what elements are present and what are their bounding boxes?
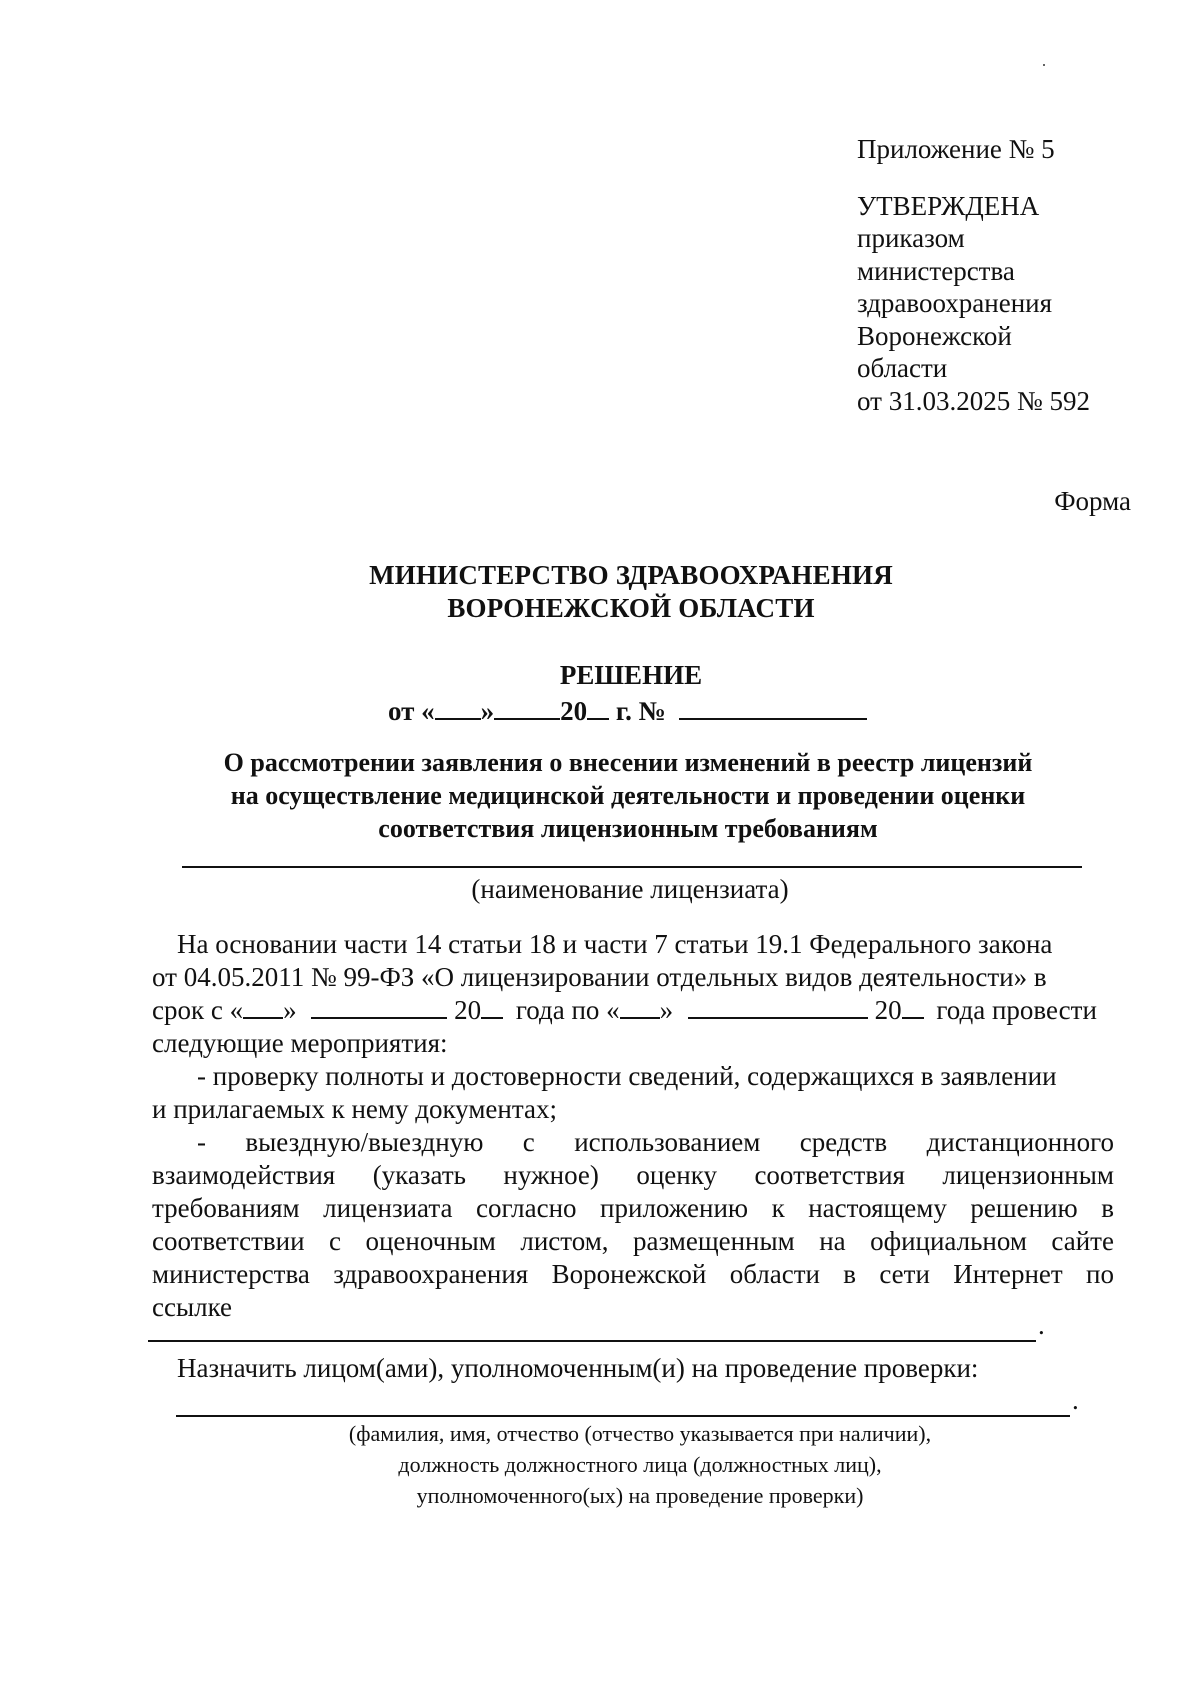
scan-speck: [1043, 64, 1045, 66]
approval-line: Воронежской: [857, 320, 1012, 351]
word: настоящему: [808, 1193, 947, 1223]
to-year-prefix: 20: [874, 995, 902, 1025]
word: сайте: [1051, 1226, 1114, 1256]
period-suffix: года провести: [936, 995, 1097, 1025]
list-item-line: [152, 1126, 1114, 1159]
authorized-person-blank[interactable]: [176, 1415, 1070, 1417]
word: в: [843, 1259, 857, 1289]
to-day-blank[interactable]: [620, 995, 660, 1019]
decision-date-line: [388, 696, 867, 727]
word: к: [771, 1193, 785, 1223]
list-item-line: - проверку полноты и достоверности сведений, содержащихся в заявлении: [197, 1061, 1057, 1091]
word: использованием: [574, 1127, 761, 1157]
word: выездную/выездную: [245, 1127, 484, 1157]
year-prefix: 20: [560, 696, 588, 726]
from-day-blank[interactable]: [243, 995, 283, 1019]
subject-line: на осуществление медицинской деятельности и проведении оценки: [230, 781, 1026, 810]
period-from-mid: »: [283, 995, 297, 1025]
word: -: [197, 1127, 206, 1157]
word: министерства: [152, 1259, 310, 1289]
body-line: следующие мероприятия:: [152, 1028, 448, 1058]
from-month-blank[interactable]: [311, 995, 447, 1019]
approval-line: министерства: [857, 255, 1015, 286]
date-prefix: от «: [388, 696, 435, 726]
word: по: [1086, 1259, 1114, 1289]
word: оценочным: [365, 1226, 496, 1256]
period-from-prefix: срок с «: [152, 995, 244, 1025]
body-line: На основании части 14 статьи 18 и части 7 статьи 19.1 Федерального закона: [177, 929, 1053, 959]
to-month-blank[interactable]: [688, 995, 868, 1019]
decision-title: РЕШЕНИЕ: [559, 660, 703, 690]
assign-period: .: [1072, 1385, 1079, 1415]
subject-line: О рассмотрении заявления о внесении изменений в реестр лицензий: [223, 748, 1033, 777]
year-suffix: г. №: [609, 696, 666, 726]
word: (указать: [372, 1160, 466, 1190]
assign-text: Назначить лицом(ами), уполномоченным(и) на проведение проверки:: [177, 1353, 979, 1383]
subject-line: соответствия лицензионным требованиям: [378, 814, 878, 843]
period-to-mid: »: [659, 995, 674, 1025]
word: соответствия: [754, 1160, 905, 1190]
list-item-line: [152, 1225, 1114, 1258]
word: взаимодействия: [152, 1160, 336, 1190]
word: в: [1101, 1193, 1114, 1223]
word: средств: [799, 1127, 888, 1157]
list-item-line: [152, 1258, 1114, 1291]
from-year-prefix: 20: [454, 995, 482, 1025]
word: сети: [879, 1259, 930, 1289]
day-blank[interactable]: [435, 696, 481, 720]
word: оценку: [636, 1160, 717, 1190]
word: официальном: [870, 1226, 1027, 1256]
word: требованиям: [152, 1193, 300, 1223]
list-item-line: и прилагаемых к нему документах;: [152, 1094, 557, 1124]
licensee-name-blank[interactable]: [182, 866, 1082, 868]
word: приложению: [600, 1193, 749, 1223]
body-line: от 04.05.2011 № 99-ФЗ «О лицензировании отдельных видов деятельности» в: [152, 962, 1047, 992]
approval-line: области: [857, 353, 948, 383]
word: листом,: [520, 1226, 609, 1256]
approval-block: [857, 133, 1090, 417]
ministry-header: [0, 559, 1200, 625]
appendix-label: Приложение № 5: [857, 134, 1055, 164]
word: нужное): [503, 1160, 599, 1190]
word: здравоохранения: [333, 1259, 529, 1289]
word: размещенным: [632, 1226, 795, 1256]
word: с: [522, 1127, 535, 1157]
list-item-line: [152, 1159, 1114, 1192]
person-note-line: уполномоченного(ых) на проведение проверки): [416, 1483, 864, 1508]
person-note: [200, 1418, 1080, 1511]
period-line: [152, 994, 1114, 1027]
licensee-note: (наименование лицензиата): [471, 874, 789, 904]
to-year-blank[interactable]: [902, 995, 924, 1019]
list-item-line: ссылке: [152, 1292, 233, 1322]
list-item-line: [152, 1192, 1114, 1225]
word: решению: [970, 1193, 1078, 1223]
word: на: [819, 1226, 846, 1256]
approved-label: УТВЕРЖДЕНА: [857, 190, 1040, 221]
link-period: .: [1038, 1310, 1045, 1340]
ministry-line: ВОРОНЕЖСКОЙ ОБЛАСТИ: [447, 593, 815, 623]
from-year-blank[interactable]: [481, 995, 503, 1019]
month-blank[interactable]: [494, 696, 560, 720]
year-blank[interactable]: [587, 696, 609, 720]
word: Воронежской: [551, 1259, 707, 1289]
period-to-prefix: года по «: [515, 995, 620, 1025]
person-note-line: должность должностного лица (должностных лиц),: [398, 1452, 882, 1477]
form-label: Форма: [1054, 486, 1131, 516]
approval-line: здравоохранения: [857, 288, 1053, 318]
word: лицензиата: [323, 1193, 453, 1223]
ministry-line: МИНИСТЕРСТВО ЗДРАВООХРАНЕНИЯ: [369, 560, 893, 590]
body-text: [152, 928, 1114, 1324]
person-note-line: (фамилия, имя, отчество (отчество указывается при наличии),: [348, 1421, 932, 1446]
word: Интернет: [953, 1259, 1063, 1289]
word: соответствии: [152, 1226, 305, 1256]
word: дистанционного: [926, 1127, 1114, 1157]
number-blank[interactable]: [679, 696, 867, 720]
link-blank[interactable]: [148, 1340, 1036, 1342]
decision-subject: [0, 746, 1200, 845]
word: согласно: [475, 1193, 577, 1223]
approval-line: приказом: [857, 223, 965, 253]
approval-date-number: от 31.03.2025 № 592: [857, 385, 1090, 416]
word: с: [329, 1226, 341, 1256]
word: области: [729, 1259, 820, 1289]
word: лицензионным: [942, 1160, 1114, 1190]
date-mid: »: [480, 696, 495, 726]
